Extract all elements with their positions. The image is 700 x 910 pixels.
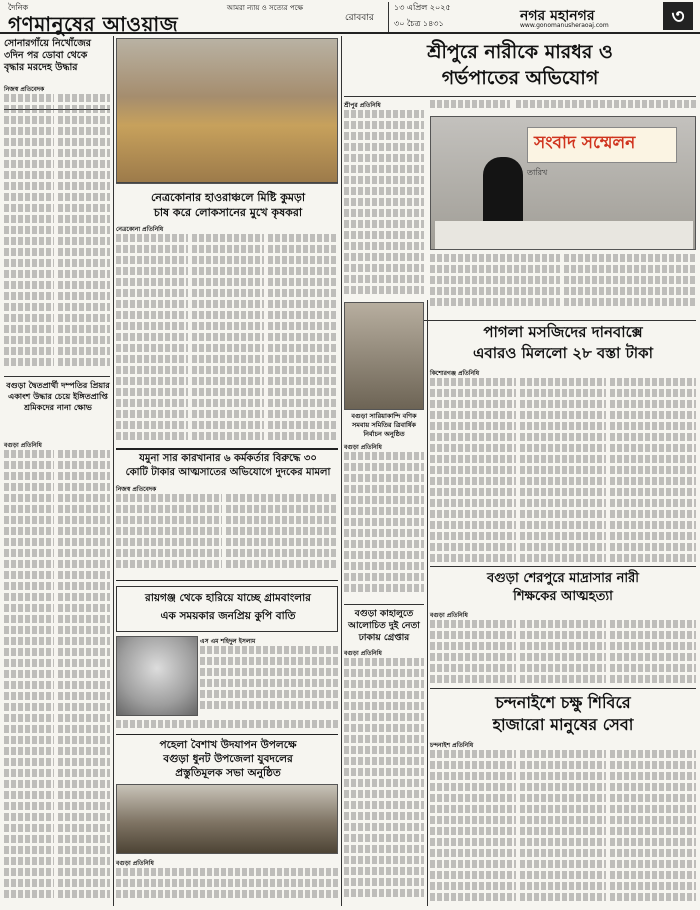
story-dhunat-headline-3: প্রস্তুতিমূলক সভা অনুষ্ঠিত [175,767,281,779]
masthead-web: www.gonomanusheraoaj.com [520,22,609,29]
story-raiganj-body [200,646,338,718]
story-sherpur-body [430,620,516,686]
masthead-weekday: রোববার [345,13,374,23]
story-bogura-kahaloo-headline: বগুড়া কাহালুতে আলোচিত দুই নেতা ঢাকায় গ্রেপ্তার [348,609,420,643]
story-shrine-body [4,450,54,902]
story-sreepur-body-top [430,100,510,114]
section-title: নগর মহানগর [520,8,595,24]
story-netrokona-byline: নেত্রকোনা প্রতিনিধি [116,226,164,233]
story-bogura-samity-body [344,452,424,602]
story-pagla-byline: কিশোরগঞ্জ প্রতিনিধি [430,370,480,377]
story-bogura-samity-byline: বগুড়া প্রতিনিধি [344,444,382,451]
story-sreepur-body-3 [564,254,696,318]
story-raiganj-headline-1: রায়গঞ্জ থেকে হারিয়ে যাচ্ছে গ্রামবাংলার [145,592,311,604]
story-sreepur-headline-1: শ্রীপুরে নারীকে মারধর ও [427,41,613,63]
story-bogura-kahaloo-body [344,658,424,904]
story-sreepur-body [344,110,424,300]
story-chandanaish-headline-1: চন্দনাইশে চক্ষু শিবিরে [495,693,631,712]
story-netrokona-body-2 [192,234,264,444]
story-jamuna-headline-2: কোটি টাকার আত্মসাতের অভিযোগে দুদকের মামলা [125,467,331,478]
story-bogura-samity-headline: বগুড়া সারিয়াকান্দি বণিক সমবায় সমিতির ত্রিবার্ষিক নির্বাচন অনুষ্ঠিত [351,412,417,438]
story-netrokona-headline-2: চাষ করে লোকসানের মুখে কৃষকরা [153,206,303,219]
newspaper-logo: গণমানুষের আওয়াজ [8,12,179,36]
story-sherpur-body-2 [520,620,606,686]
story-dhunat-body [116,868,338,906]
masthead-date-en: ১৩ এপ্রিল ২০২৫ [394,3,451,12]
story-sherpur-headline-1: বগুড়া শেরপুরে মাদ্রাসার নারী [486,571,639,586]
press-banner-date: তারিখ [527,168,548,177]
story-chandanaish-byline: চন্দনাইশ প্রতিনিধি [430,742,474,749]
story-sonargaon-body [4,94,54,374]
story-sreepur-headline-2: গর্ভপাতের অভিযোগ [441,67,599,89]
story-netrokona-headline-1: নেত্রকোনার হাওরাঞ্চলে মিষ্টি কুমড়া [150,191,306,204]
press-conference-photo [430,116,696,250]
story-shrine-byline: বগুড়া প্রতিনিধি [4,442,42,449]
story-pagla-headline-1: পাগলা মসজিদের দানবাক্সে [483,323,643,341]
story-sherpur-body-3 [610,620,696,686]
story-sherpur-headline-2: শিক্ষকের আত্মহত্যা [513,589,613,604]
story-jamuna-byline: নিজস্ব প্রতিবেদক [116,486,157,493]
story-sreepur-byline: শ্রীপুর প্রতিনিধি [344,102,381,109]
story-pagla-body-2 [520,378,606,564]
election-photo [344,302,424,410]
story-chandanaish-body-3 [610,750,696,904]
story-netrokona-body-3 [268,234,338,444]
story-sonargaon-headline: সোনারগাঁয়ে নিখোঁজের ৩দিন পর ডোবা থেকে বৃদ্ধার মরদেহ উদ্ধার [4,38,91,73]
story-dhunat-headline-2: বগুড়া ধুনট উপজেলা যুবদলের [163,753,293,765]
press-banner-text: সংবাদ সম্মেলন [534,133,636,153]
story-raiganj-header [116,586,338,632]
story-pagla-body [430,378,516,564]
story-sreepur-body-2 [430,254,560,318]
story-dhunat-byline: বগুড়া প্রতিনিধি [116,860,154,867]
story-chandanaish-body [430,750,516,904]
story-shrine-body-2 [58,450,110,902]
press-banner [527,127,677,163]
table [435,221,693,249]
story-sherpur-byline: বগুড়া প্রতিনিধি [430,612,468,619]
story-netrokona-body [116,234,188,444]
pumpkin-photo [116,38,338,184]
page-number: ৩ [663,2,693,30]
masthead-prefix: দৈনিক [8,3,29,12]
story-pagla-body-3 [610,378,696,564]
story-jamuna-headline-1: যমুনা সার কারখানার ৬ কর্মকর্তার বিরুদ্ধে ৩০ [139,453,317,464]
story-shrine-headline: বগুড়া দ্বৈতপ্রার্থী দম্পতির প্রিয়ার একাংশ উদ্ধার চেয়ে ইঙ্গিতপ্রাপ্তি শ্রমিকদের নানা ক্ষোভ [6,381,110,412]
story-chandanaish-body-2 [520,750,606,904]
story-chandanaish-headline-2: হাজারো মানুষের সেবা [492,715,634,734]
masthead-date-bn: ৩০ চৈত্র ১৪৩১ [394,19,444,28]
story-sonargaon-body-2 [58,94,110,374]
masthead-tagline: আমরা ন্যায় ও সত্যের পক্ষে [226,4,304,12]
story-dhunat-headline-1: পহেলা বৈশাখ উদযাপন উপলক্ষে [159,739,297,751]
meeting-photo [116,784,338,854]
story-sonargaon-byline: নিজস্ব প্রতিবেদক [4,86,45,93]
story-raiganj-headline-2: এক সময়কার জনপ্রিয় কুপি বাতি [160,610,296,622]
story-bogura-kahaloo-byline: বগুড়া প্রতিনিধি [344,650,382,657]
story-jamuna-body-2 [226,494,338,578]
story-raiganj-body-2 [116,720,338,732]
story-sreepur-body-top-2 [516,100,696,114]
story-jamuna-body [116,494,222,578]
story-raiganj-byline: এস এম শহিদুল ইসলাম [200,638,256,645]
story-pagla-headline-2: এবারও মিললো ২৮ বস্তা টাকা [473,344,653,362]
kerosene-lamp-photo [116,636,198,716]
